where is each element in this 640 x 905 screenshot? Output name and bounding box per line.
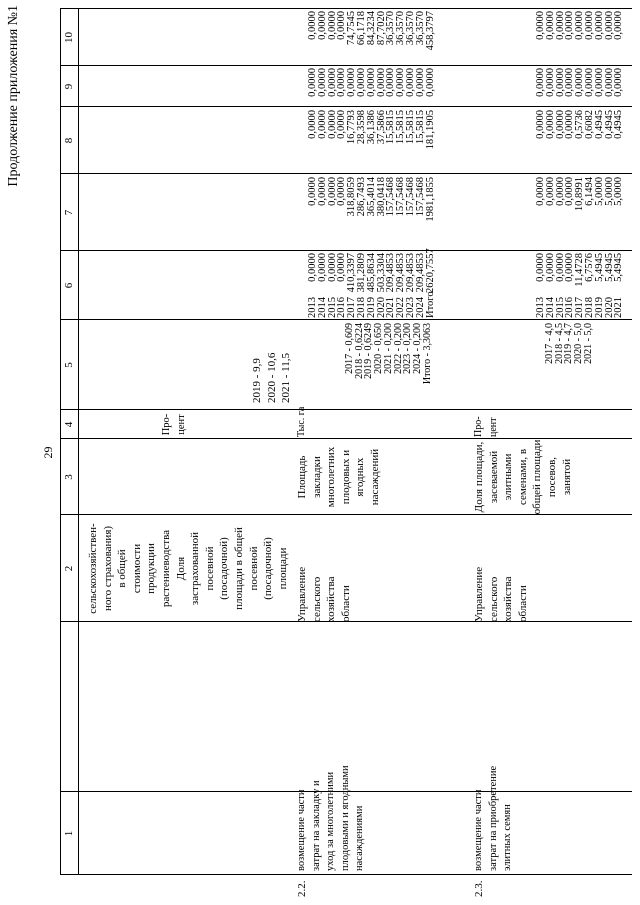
header-col-8: 8 (63, 137, 75, 144)
row-2-2-col6: 0,0000 0,0000 0,0000 0,0000 410,3397 381,2809 485,8634 503,3304 209,4853 209,4853 209,4853 209,4853 2620,7557 (307, 248, 436, 293)
page-number: 29 (41, 446, 55, 459)
row-2-2-col7: 0,0000 0,0000 0,0000 0,0000 318,8059 286,7493 365,4014 380,0418 157,5468 157,5468 157,5468 157,5468 1981,1855 (307, 177, 436, 222)
row-2-2-unit: Тыс. га (296, 406, 307, 437)
row-2-3-years: 2013 2014 2015 2016 2017 2018 2019 2020 2021 (535, 297, 625, 318)
row-2-2-measure-name: возмещение части затрат на закладку и уход за многолетними плодовыми и ягодными насаждениями (296, 765, 366, 871)
header-col-2: 2 (63, 565, 75, 572)
row-2-3-col9: 0,0000 0,0000 0,0000 0,0000 0,0000 0,0000 0,0000 0,0000 0,0000 (535, 68, 625, 97)
row-2-3-indicator: Доля площади, засеваемой элитными семенами, в общей площади посевов, занятой (473, 439, 573, 515)
header-col-9: 9 (63, 83, 75, 90)
row-2-3-col10: 0,0000 0,0000 0,0000 0,0000 0,0000 0,0000 0,0000 0,0000 0,0000 (535, 11, 625, 40)
row-2-3-col6: 0,0000 0,0000 0,0000 0,0000 11,4728 6,7576 5,4945 5,4945 5,4945 (535, 253, 625, 287)
row-2-2-executor: Управление сельского хозяйства области (296, 566, 352, 622)
row-2-3-unit: Про- цент (473, 416, 499, 437)
row-2-2-col8: 0,0000 0,0000 0,0000 0,0000 16,7793 28,3598 36,1386 37,5866 15,5815 15,5815 15,5815 15,5815 181,1905 (307, 110, 436, 150)
row-2-2-indicator: Площадь закладки многолетних плодовых и ягодных насаждений (296, 446, 381, 508)
top-unit: Про- цент (161, 413, 187, 436)
header-col-10: 10 (63, 32, 75, 43)
row-2-3-col8: 0,0000 0,0000 0,0000 0,0000 0,5736 0,6082 0,4945 0,4945 0,4945 (535, 110, 625, 139)
appendix-title: Продолжение приложения №1 (6, 5, 21, 187)
row-2-3-executor: Управление сельского хозяйства области (473, 566, 529, 622)
row-2-2-years: 2013 2014 2015 2016 2017 2018 2019 2020 2021 2022 2023 2024 Итого (307, 291, 436, 318)
row-2-2-number: 2.2. (296, 880, 308, 897)
row-2-2-col9: 0,0000 0,0000 0,0000 0,0000 0,0000 0,0000 0,0000 0,0000 0,0000 0,0000 0,0000 0,0000 0,0000 (307, 68, 436, 97)
top-target-values: 2019 - 9,9 2020 - 10,6 2021 - 11,5 (251, 352, 293, 403)
row-2-2-target-values: 2017 - 0,609 2018 - 0,6224 2019 - 0,6249 2020 - 0,650 2021 - 0,200 2022 - 0,200 2023 - 0,200 2024 - 0,200 Итого - 3,3063 (344, 323, 433, 385)
header-col-7: 7 (63, 209, 75, 216)
top-indicator-text: сельскохозяйствен- ного страхования) в общей стоимости продукции растениеводства Доля застрахованной посевной (посадочной) площади в общей посевной (посадочной) площади (87, 523, 289, 614)
row-2-3-number: 2.3. (473, 880, 485, 897)
header-col-1: 1 (63, 830, 75, 837)
header-col-4: 4 (63, 421, 75, 428)
header-col-6: 6 (63, 282, 75, 289)
header-col-3: 3 (63, 474, 75, 480)
row-2-2-col10: 0,0000 0,0000 0,0000 0,0000 74,7545 66,1718 84,3234 87,7020 36,3570 36,3570 36,3570 36,3570 458,3797 (307, 11, 436, 51)
row-2-3-col7: 0,0000 0,0000 0,0000 0,0000 10,8991 6,1494 5,0000 5,0000 5,0000 (535, 177, 625, 212)
row-2-3-measure-name: возмещение части затрат на приобретение элитных семян (473, 765, 514, 871)
row-2-3-target-values: 2017 - 4,0 2018 - 4,5 2019 - 4,7 2020 - 5,0 2021 - 5,0 (544, 323, 594, 364)
header-col-5: 5 (63, 362, 75, 368)
